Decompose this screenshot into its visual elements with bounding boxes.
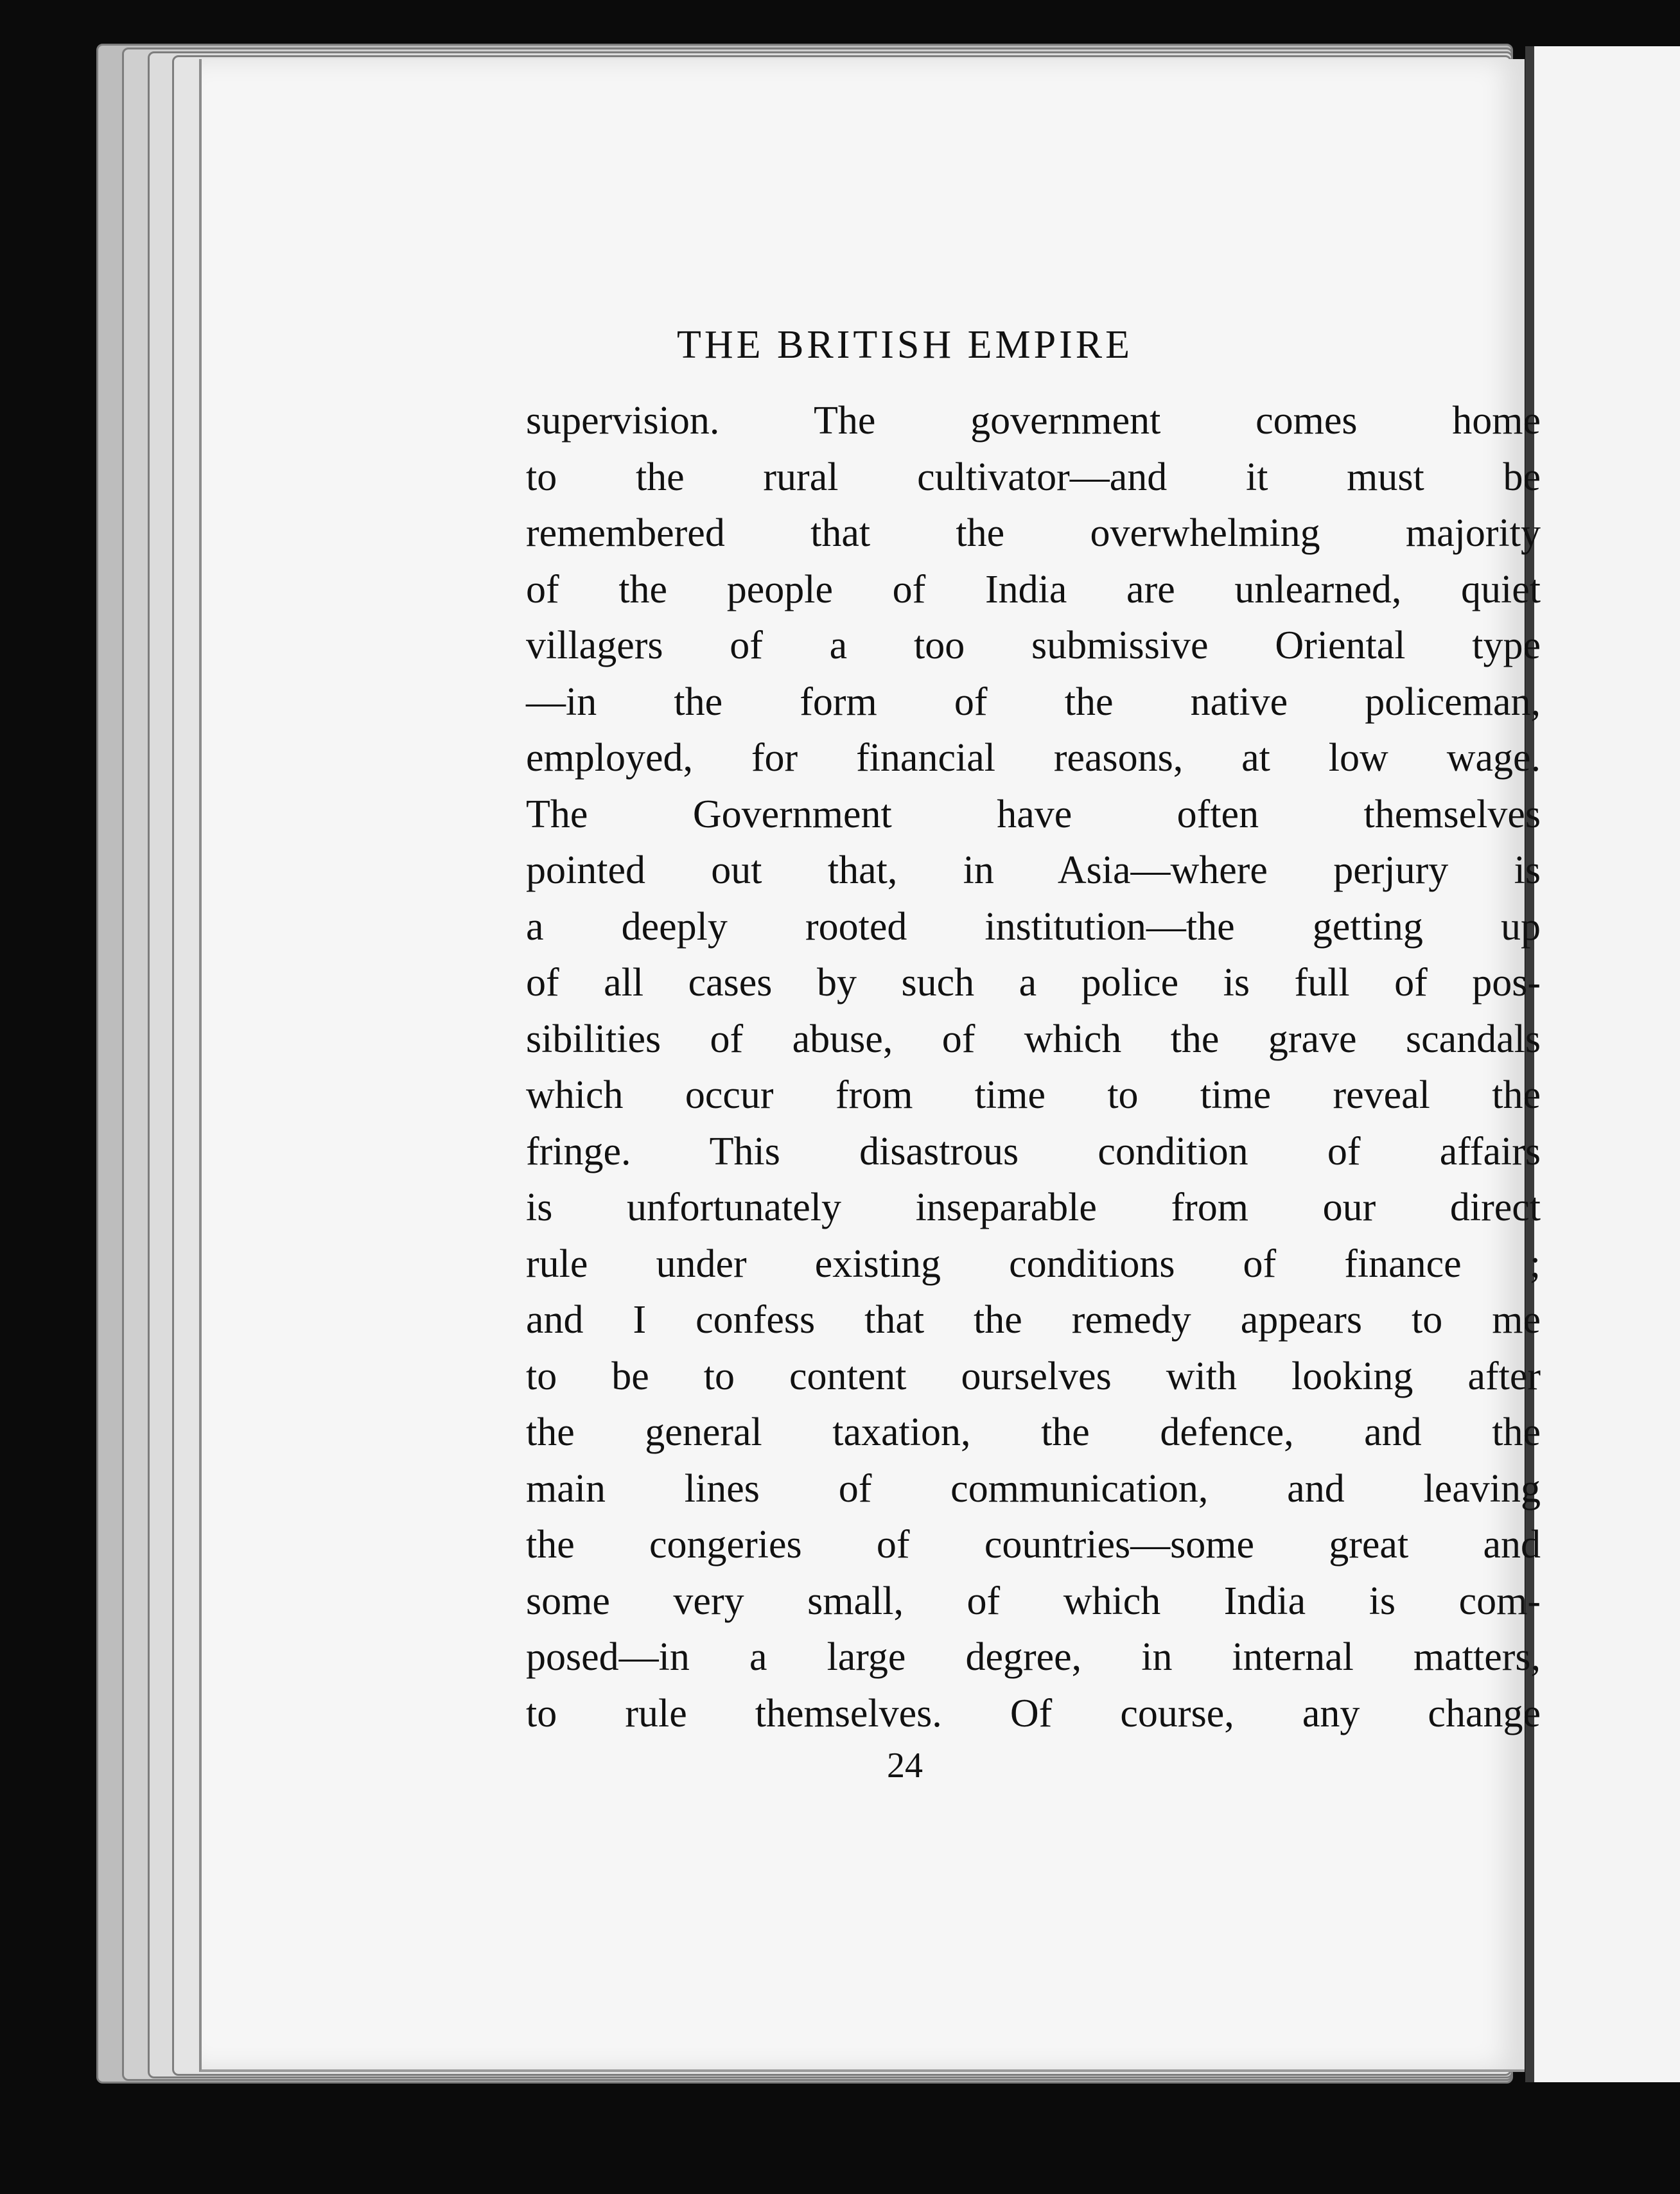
text-line: main lines of communication, and leaving [526, 1466, 1541, 1511]
body-text [526, 393, 1541, 1742]
text-line: which occur from time to time reveal the [526, 1073, 1541, 1117]
text-line: of all cases by such a police is full of pos- [526, 961, 1541, 1005]
text-line: employed, for financial reasons, at low wage. [526, 736, 1541, 780]
text-line: rule under existing conditions of finance ; [526, 1242, 1541, 1286]
text-line: is unfortunately inseparable from our direct [526, 1186, 1541, 1229]
text-line: the congeries of countries—some great and [526, 1523, 1541, 1567]
book-page [199, 59, 1541, 2072]
facing-page [1525, 46, 1680, 2082]
text-line: some very small, of which India is com- [526, 1579, 1541, 1623]
text-line: —in the form of the native policeman, [526, 680, 1541, 724]
text-line: fringe. This disastrous condition of affairs [526, 1129, 1541, 1173]
text-line: villagers of a too submissive Oriental type [526, 624, 1541, 667]
page-number: 24 [887, 1746, 923, 1786]
running-head: THE BRITISH EMPIRE [677, 323, 1133, 367]
text-line: and I confess that the remedy appears to me [526, 1298, 1541, 1342]
text-line: of the people of India are unlearned, quiet [526, 567, 1541, 611]
text-line: supervision. The government comes home [526, 399, 1541, 443]
text-line: to rule themselves. Of course, any change [526, 1691, 1541, 1735]
text-line: posed—in a large degree, in internal matters, [526, 1635, 1541, 1679]
text-line: The Government have often themselves [526, 792, 1541, 836]
text-line: to be to content ourselves with looking after [526, 1354, 1541, 1398]
text-line: remembered that the overwhelming majority [526, 511, 1541, 555]
text-line: a deeply rooted institution—the getting up [526, 904, 1541, 949]
text-line: to the rural cultivator—and it must be [526, 455, 1541, 499]
text-line: the general taxation, the defence, and the [526, 1410, 1541, 1454]
text-line: sibilities of abuse, of which the grave scandals [526, 1017, 1541, 1061]
text-line: pointed out that, in Asia—where perjury is [526, 848, 1541, 892]
